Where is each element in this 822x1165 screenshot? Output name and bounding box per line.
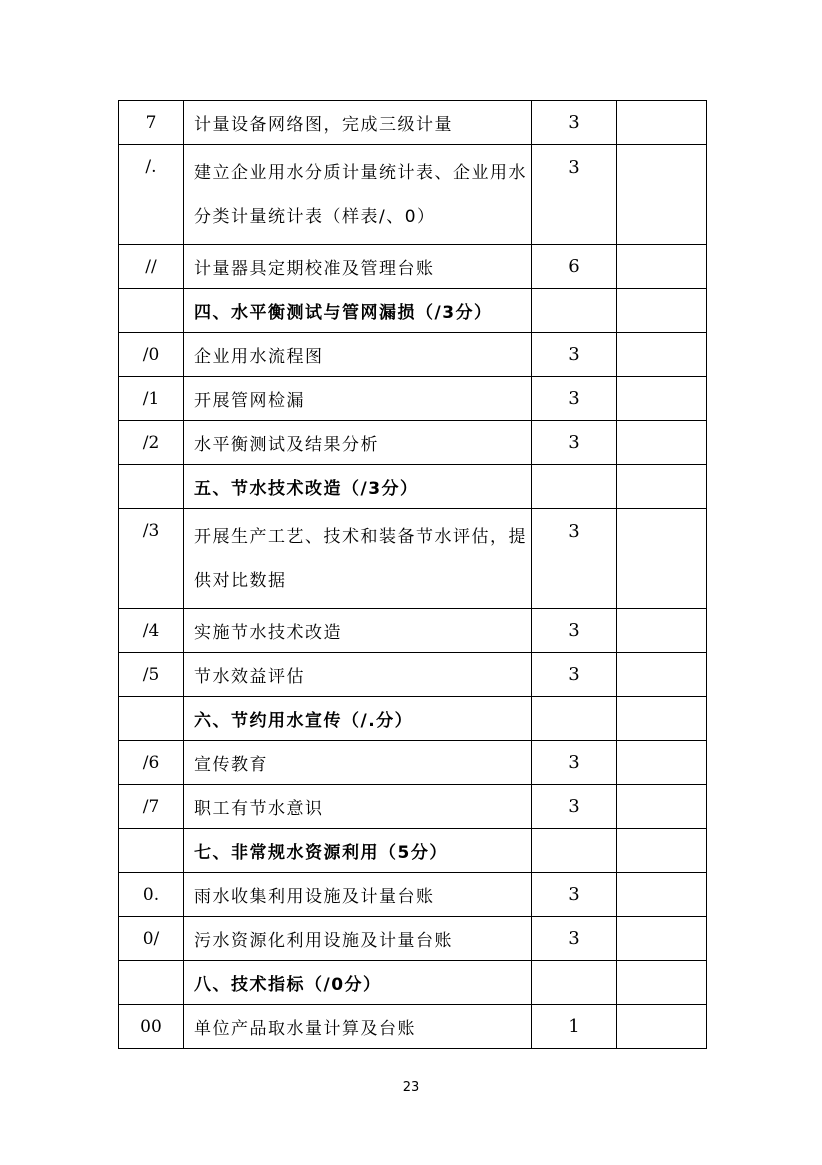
row-number-cell: // [119, 245, 184, 289]
row-number-cell: /4 [119, 609, 184, 653]
score-cell [532, 697, 617, 741]
score-cell [532, 961, 617, 1005]
row-number-cell: /5 [119, 653, 184, 697]
self-score-cell [617, 421, 707, 465]
score-cell: 6 [532, 245, 617, 289]
row-number-cell: /. [119, 145, 184, 245]
item-description-cell: 七、非常规水资源利用（5分） [184, 829, 532, 873]
item-description-cell: 开展生产工艺、技术和装备节水评估，提供对比数据 [184, 509, 532, 609]
self-score-cell [617, 741, 707, 785]
item-description-cell: 建立企业用水分质计量统计表、企业用水分类计量统计表（样表/、0） [184, 145, 532, 245]
score-cell: 3 [532, 377, 617, 421]
self-score-cell [617, 333, 707, 377]
score-cell: 3 [532, 101, 617, 145]
section-header-row [119, 465, 707, 509]
self-score-cell [617, 917, 707, 961]
score-cell: 3 [532, 145, 617, 245]
row-number-cell [119, 961, 184, 1005]
self-score-cell [617, 509, 707, 609]
table-row [119, 741, 707, 785]
table-row [119, 101, 707, 145]
table-row [119, 145, 707, 245]
item-description-cell: 职工有节水意识 [184, 785, 532, 829]
table-row [119, 509, 707, 609]
row-number-cell [119, 289, 184, 333]
self-score-cell [617, 609, 707, 653]
score-cell: 3 [532, 653, 617, 697]
row-number-cell: 0/ [119, 917, 184, 961]
self-score-cell [617, 785, 707, 829]
score-cell: 3 [532, 785, 617, 829]
item-description-cell: 宣传教育 [184, 741, 532, 785]
row-number-cell: /3 [119, 509, 184, 609]
section-header-row [119, 961, 707, 1005]
row-number-cell: /6 [119, 741, 184, 785]
item-description-cell: 水平衡测试及结果分析 [184, 421, 532, 465]
table-row [119, 333, 707, 377]
item-description-cell: 四、水平衡测试与管网漏损（/3分） [184, 289, 532, 333]
self-score-cell [617, 377, 707, 421]
item-description-cell: 计量设备网络图，完成三级计量 [184, 101, 532, 145]
item-description-cell: 八、技术指标（/0分） [184, 961, 532, 1005]
table-row [119, 873, 707, 917]
table-row [119, 245, 707, 289]
section-header-row [119, 829, 707, 873]
table-row [119, 377, 707, 421]
score-cell [532, 465, 617, 509]
score-cell: 1 [532, 1005, 617, 1049]
score-cell: 3 [532, 509, 617, 609]
row-number-cell [119, 697, 184, 741]
row-number-cell [119, 829, 184, 873]
score-cell: 3 [532, 609, 617, 653]
self-score-cell [617, 697, 707, 741]
self-score-cell [617, 101, 707, 145]
row-number-cell: /0 [119, 333, 184, 377]
score-cell: 3 [532, 917, 617, 961]
table-row [119, 917, 707, 961]
self-score-cell [617, 873, 707, 917]
row-number-cell: /1 [119, 377, 184, 421]
table-row [119, 785, 707, 829]
item-description-cell: 单位产品取水量计算及台账 [184, 1005, 532, 1049]
row-number-cell: 0. [119, 873, 184, 917]
item-description-cell: 污水资源化利用设施及计量台账 [184, 917, 532, 961]
score-cell [532, 289, 617, 333]
section-header-row [119, 289, 707, 333]
self-score-cell [617, 653, 707, 697]
row-number-cell: /7 [119, 785, 184, 829]
item-description-cell: 企业用水流程图 [184, 333, 532, 377]
score-cell: 3 [532, 741, 617, 785]
section-header-row [119, 697, 707, 741]
item-description-cell: 计量器具定期校准及管理台账 [184, 245, 532, 289]
table-row [119, 653, 707, 697]
score-cell: 3 [532, 333, 617, 377]
self-score-cell [617, 289, 707, 333]
self-score-cell [617, 145, 707, 245]
score-cell: 3 [532, 421, 617, 465]
self-score-cell [617, 1005, 707, 1049]
page-number: 23 [402, 1080, 420, 1095]
row-number-cell: 7 [119, 101, 184, 145]
row-number-cell: /2 [119, 421, 184, 465]
self-score-cell [617, 961, 707, 1005]
scoring-table [118, 100, 707, 1049]
self-score-cell [617, 465, 707, 509]
table-row [119, 421, 707, 465]
item-description-cell: 实施节水技术改造 [184, 609, 532, 653]
scoring-table-body [119, 101, 707, 1049]
self-score-cell [617, 245, 707, 289]
item-description-cell: 雨水收集利用设施及计量台账 [184, 873, 532, 917]
table-row [119, 1005, 707, 1049]
row-number-cell: 00 [119, 1005, 184, 1049]
item-description-cell: 节水效益评估 [184, 653, 532, 697]
row-number-cell [119, 465, 184, 509]
self-score-cell [617, 829, 707, 873]
item-description-cell: 五、节水技术改造（/3分） [184, 465, 532, 509]
score-cell: 3 [532, 873, 617, 917]
item-description-cell: 开展管网检漏 [184, 377, 532, 421]
table-row [119, 609, 707, 653]
score-cell [532, 829, 617, 873]
item-description-cell: 六、节约用水宣传（/.分） [184, 697, 532, 741]
